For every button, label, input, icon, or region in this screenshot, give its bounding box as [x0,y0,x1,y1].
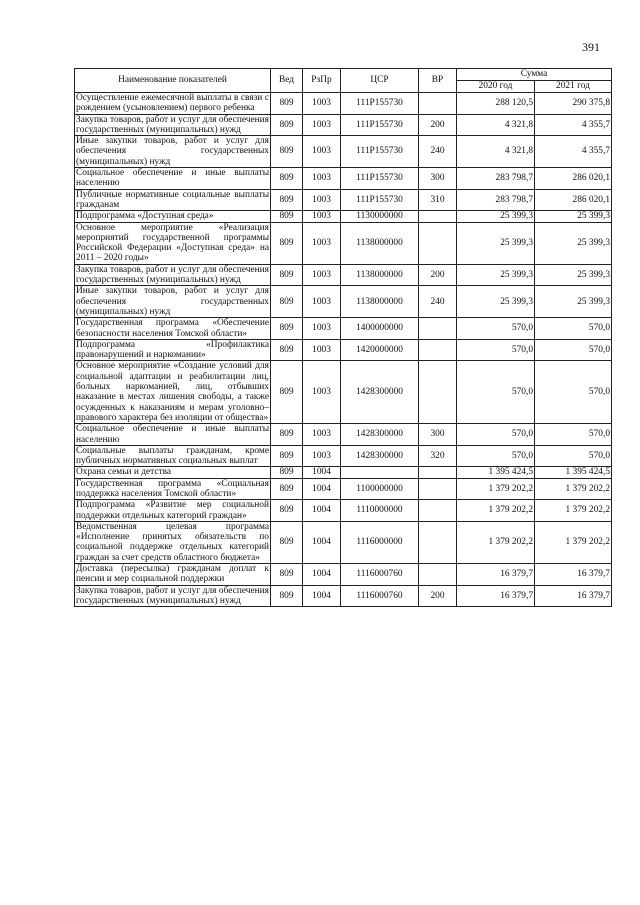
vr-code: 300 [419,424,457,446]
vr-code [419,318,457,340]
table-row [75,339,612,361]
indicator-name: Осуществление ежемесячной выплаты в связи с рождением (усыновлением) первого ребенка [76,93,269,114]
indicator-name: Подпрограмма «Профилактика правонарушений и наркомании» [76,339,269,361]
sum-2021: 1 379 202,2 [535,521,612,563]
vr-code: 310 [419,189,457,211]
vr-code [419,361,457,424]
ved-code: 809 [271,521,303,563]
ved-code: 809 [271,445,303,467]
indicator-name: Иные закупки товаров, работ и услуг для обеспечения государственных (муниципальных) нужд [76,286,269,317]
table-row [75,168,612,190]
table-row [75,136,612,168]
indicator-name: Социальное обеспечение и иные выплаты населению [76,424,269,445]
rzpr-code: 1003 [303,222,341,264]
ved-code: 809 [271,585,303,607]
rzpr-code: 1004 [303,478,341,500]
sum-2020: 570,0 [457,361,535,424]
vr-code [419,93,457,115]
rzpr-code: 1004 [303,500,341,522]
ved-code: 809 [271,222,303,264]
csr-code [341,467,419,478]
sum-2020: 570,0 [457,445,535,467]
sum-2020: 570,0 [457,424,535,446]
rzpr-code: 1003 [303,136,341,168]
ved-code: 809 [271,168,303,190]
ved-code: 809 [271,361,303,424]
rzpr-code: 1003 [303,286,341,318]
sum-2020: 1 379 202,2 [457,500,535,522]
csr-code: 1116000000 [341,521,419,563]
rzpr-code: 1003 [303,189,341,211]
sum-2020: 1 379 202,2 [457,521,535,563]
table-row [75,521,612,563]
vr-code: 300 [419,168,457,190]
header-csr: ЦСР [341,69,419,93]
indicator-name: Основное мероприятие «Создание условий для социальной адаптации и реабилитации лиц, больных наркоманией, лиц, отбывших наказание в местах лишения свободы, а также осужденных к наказаниям и мерам уголовно–правового характера без изоляции от общества» [76,361,269,423]
rzpr-code: 1003 [303,93,341,115]
ved-code: 809 [271,564,303,586]
table-row [75,93,612,115]
indicator-name: Государственная программа «Обеспечение безопасности населения Томской области» [76,318,269,339]
ved-code: 809 [271,211,303,222]
csr-code: 111P155730 [341,189,419,211]
indicator-name: Публичные нормативные социальные выплаты гражданам [76,189,269,210]
sum-2021: 570,0 [535,424,612,446]
rzpr-code: 1003 [303,211,341,222]
vr-code [419,564,457,586]
sum-2021: 16 379,7 [535,564,612,586]
sum-2020: 1 379 202,2 [457,478,535,500]
csr-code: 1116000760 [341,564,419,586]
sum-2020: 570,0 [457,339,535,361]
sum-2021: 1 395 424,5 [535,467,612,478]
vr-code [419,339,457,361]
sum-2021: 286 020,1 [535,189,612,211]
vr-code [419,467,457,478]
csr-code: 1138000000 [341,286,419,318]
sum-2020: 288 120,5 [457,93,535,115]
sum-2021: 4 355,7 [535,114,612,136]
table-row [75,361,612,424]
header-vr: ВР [419,69,457,93]
sum-2021: 570,0 [535,361,612,424]
header-year-2021: 2021 год [535,81,612,93]
indicator-name: Иные закупки товаров, работ и услуг для обеспечения государственных (муниципальных) нужд [76,136,269,167]
indicator-name: Социальные выплаты гражданам, кроме публичных нормативных социальных выплат [76,445,269,467]
indicator-name: Подпрограмма «Развитие мер социальной поддержки отдельных категорий граждан» [76,500,269,521]
budget-table [74,68,612,607]
rzpr-code: 1004 [303,585,341,607]
sum-2020: 25 399,3 [457,222,535,264]
ved-code: 809 [271,93,303,115]
rzpr-code: 1003 [303,445,341,467]
csr-code: 1428300000 [341,361,419,424]
vr-code: 200 [419,114,457,136]
sum-2021: 286 020,1 [535,168,612,190]
ved-code: 809 [271,264,303,286]
indicator-name: Охрана семьи и детства [75,467,271,478]
sum-2020: 283 798,7 [457,189,535,211]
ved-code: 809 [271,136,303,168]
csr-code: 1400000000 [341,318,419,340]
indicator-name: Доставка (пересылка) гражданам доплат к пенсии и мер социальной поддержки [76,564,269,585]
sum-2021: 570,0 [535,445,612,467]
sum-2020: 4 321,8 [457,136,535,168]
vr-code [419,521,457,563]
table-body [75,93,612,607]
vr-code: 240 [419,136,457,168]
table-row [75,500,612,522]
rzpr-code: 1004 [303,467,341,478]
indicator-name: Ведомственная целевая программа «Исполнение принятых обязательств по социальной поддержке отдельных категорий граждан за счет средств областного бюджета» [76,521,269,563]
rzpr-code: 1003 [303,318,341,340]
sum-2020: 4 321,8 [457,114,535,136]
ved-code: 809 [271,500,303,522]
indicator-name: Государственная программа «Социальная поддержка населения Томской области» [76,478,269,499]
csr-code: 1100000000 [341,478,419,500]
table-row [75,114,612,136]
csr-code: 1138000000 [341,222,419,264]
csr-code: 1130000000 [341,211,419,222]
sum-2021: 290 375,8 [535,93,612,115]
vr-code: 240 [419,286,457,318]
sum-2020: 570,0 [457,318,535,340]
sum-2021: 1 379 202,2 [535,500,612,522]
sum-2021: 16 379,7 [535,585,612,607]
vr-code [419,500,457,522]
vr-code [419,211,457,222]
header-year-2020: 2020 год [457,81,535,93]
rzpr-code: 1003 [303,361,341,424]
rzpr-code: 1003 [303,264,341,286]
vr-code [419,478,457,500]
table-row [75,467,612,478]
sum-2021: 570,0 [535,339,612,361]
sum-2020: 16 379,7 [457,564,535,586]
csr-code: 111P155730 [341,136,419,168]
sum-2021: 1 379 202,2 [535,478,612,500]
table-header [75,69,612,93]
indicator-name: Закупка товаров, работ и услуг для обеспечения государственных (муниципальных) нужд [76,114,269,135]
table-row [75,222,612,264]
sum-2020: 25 399,3 [457,211,535,222]
csr-code: 1110000000 [341,500,419,522]
vr-code: 200 [419,264,457,286]
vr-code: 200 [419,585,457,607]
rzpr-code: 1003 [303,424,341,446]
ved-code: 809 [271,318,303,340]
header-sum: Сумма [457,69,612,81]
vr-code: 320 [419,445,457,467]
table-row [75,286,612,318]
sum-2021: 4 355,7 [535,136,612,168]
table-row [75,445,612,467]
sum-2020: 25 399,3 [457,264,535,286]
table-row [75,264,612,286]
sum-2021: 25 399,3 [535,264,612,286]
ved-code: 809 [271,286,303,318]
rzpr-code: 1003 [303,168,341,190]
csr-code: 111P155730 [341,114,419,136]
header-rzpr: РзПр [303,69,341,93]
header-name: Наименование показателей [75,69,271,93]
rzpr-code: 1004 [303,564,341,586]
csr-code: 1428300000 [341,424,419,446]
sum-2021: 25 399,3 [535,286,612,318]
header-ved: Вед [271,69,303,93]
sum-2021: 25 399,3 [535,222,612,264]
ved-code: 809 [271,189,303,211]
indicator-name: Подпрограмма «Доступная среда» [75,211,271,222]
csr-code: 1116000760 [341,585,419,607]
sum-2020: 16 379,7 [457,585,535,607]
csr-code: 1428300000 [341,445,419,467]
rzpr-code: 1004 [303,521,341,563]
sum-2020: 1 395 424,5 [457,467,535,478]
table-row [75,478,612,500]
indicator-name: Социальное обеспечение и иные выплаты населению [76,168,269,189]
table-row [75,424,612,446]
vr-code [419,222,457,264]
rzpr-code: 1003 [303,339,341,361]
sum-2020: 25 399,3 [457,286,535,318]
csr-code: 1420000000 [341,339,419,361]
page-number: 391 [582,40,600,54]
sum-2020: 283 798,7 [457,168,535,190]
table-row [75,585,612,607]
csr-code: 111P155730 [341,93,419,115]
sum-2021: 25 399,3 [535,211,612,222]
rzpr-code: 1003 [303,114,341,136]
csr-code: 111P155730 [341,168,419,190]
table-row [75,564,612,586]
ved-code: 809 [271,478,303,500]
indicator-name: Закупка товаров, работ и услуг для обеспечения государственных (муниципальных) нужд [76,585,269,606]
indicator-name: Основное мероприятие «Реализация мероприятий государственной программы Российской Федерации «Доступная среда» на 2011 – 2020 годы» [76,222,269,264]
indicator-name: Закупка товаров, работ и услуг для обеспечения государственных (муниципальных) нужд [76,264,269,286]
table-row [75,211,612,222]
ved-code: 809 [271,114,303,136]
sum-2021: 570,0 [535,318,612,340]
ved-code: 809 [271,339,303,361]
csr-code: 1138000000 [341,264,419,286]
ved-code: 809 [271,467,303,478]
table-row [75,318,612,340]
ved-code: 809 [271,424,303,446]
table-row [75,189,612,211]
